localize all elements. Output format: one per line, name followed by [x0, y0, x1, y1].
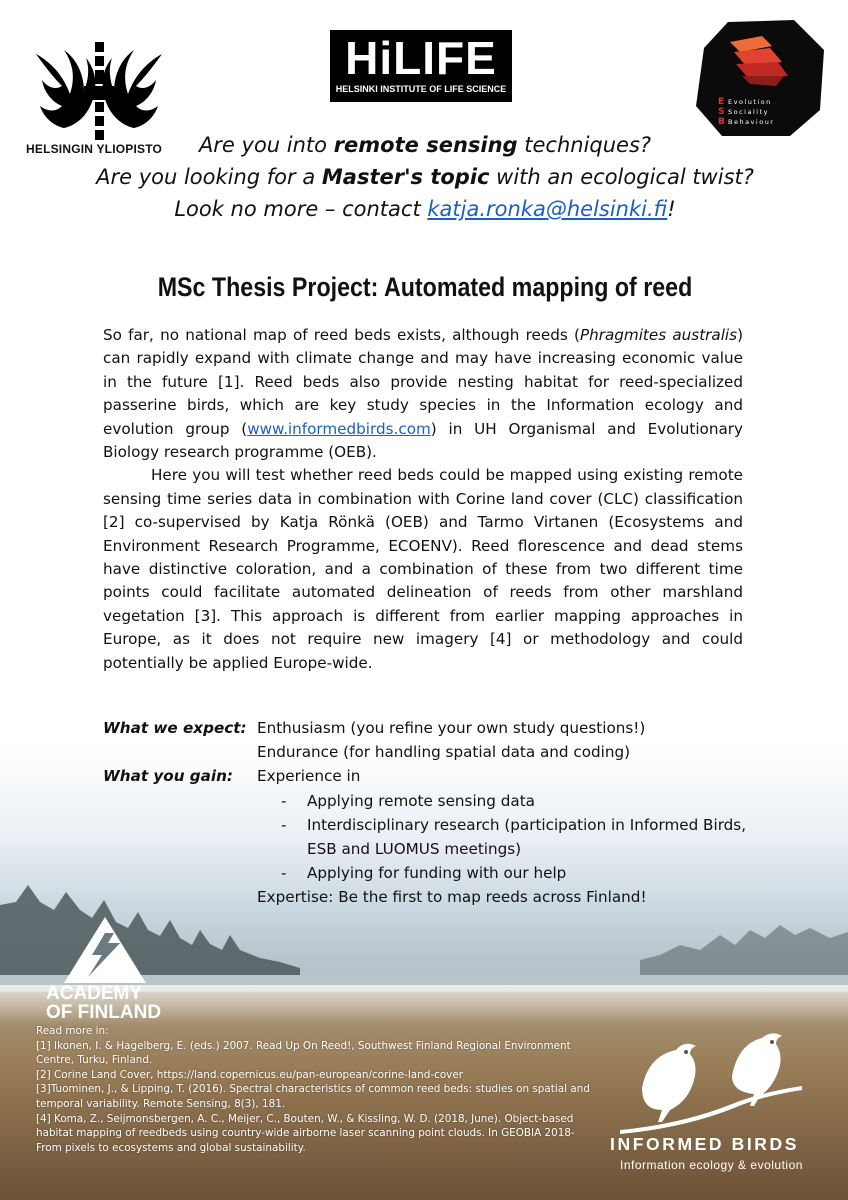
contact-email-link[interactable]: katja.ronka@helsinki.fi [427, 197, 668, 221]
intro-line-1-bold: remote sensing [333, 133, 518, 157]
expect-label: What we expect: [103, 719, 247, 737]
intro-line-3-pre: Look no more – contact [174, 197, 428, 221]
project-description [103, 324, 743, 675]
esb-word-3: Behaviour [728, 118, 775, 126]
esb-word-2: Sociality [728, 108, 769, 116]
bullet-dash: - [281, 815, 287, 834]
paragraph-1-part-c: ) in UH Organismal and Evolutionary Biology research programme (OEB). [103, 419, 743, 462]
intro-line-1-pre: Are you into [198, 133, 334, 157]
references-heading: Read more in: [36, 1025, 109, 1037]
hilife-logo [330, 30, 512, 102]
academy-of-finland-name [46, 984, 161, 1022]
intro-line-1-post: techniques? [517, 133, 652, 157]
reference-item: [3]Tuominen, J., & Lipping, T. (2016). Spectral characteristics of common reed beds: studies on spatial and temporal variability. Remote Sensing, 8(3), 181. [36, 1083, 590, 1110]
intro-line-2-pre: Are you looking for a [96, 165, 322, 189]
esb-letter-e: E [718, 97, 725, 107]
esb-letter-s: S [718, 107, 725, 117]
academy-line-1: ACADEMY [46, 983, 143, 1004]
reference-item: [2] Corine Land Cover, https://land.copernicus.eu/pan-european/corine-land-cover [36, 1068, 463, 1081]
gain-bullet-text: Applying remote sensing data [307, 791, 535, 810]
intro-line-2 [80, 165, 770, 189]
academy-of-finland-triangle-icon [62, 915, 148, 985]
reference-item: [4] Koma, Z., Seijmonsbergen, A. C., Meijer, C., Bouten, W., & Kissling, W. D. (2018, June). Object-based habitat mapping of reedbeds using country-wide airborne laser scanning point clouds. In GEOBIA 2018-From pixels to ecosystems and global sustainability. [36, 1112, 575, 1154]
reference-item: [1] Ikonen, I. & Hagelberg, E. (eds.) 2007. Read Up On Reed!, Southwest Finland Regional Environment Centre, Turku, Finland. [36, 1039, 571, 1067]
academy-line-2: OF FINLAND [46, 1002, 162, 1023]
paragraph-1-part-b: ) can rapidly expand with climate change and may have increasing economic value in the future [1]. Reed beds also provide nesting habitat for reed-specialized passerine birds, which are key study species in the Information ecology and evolution group ( [103, 326, 743, 438]
hilife-subtitle: HELSINKI INSTITUTE OF LIFE SCIENCE [335, 84, 507, 94]
gain-bullet-list [281, 789, 763, 886]
expect-item-2: Endurance (for handling spatial data and coding) [257, 743, 631, 762]
paragraph-1-part-a: So far, no national map of reed beds exists, although reeds ( [103, 326, 580, 344]
list-item [281, 789, 763, 813]
list-item [281, 861, 763, 885]
expect-row-2 [103, 740, 763, 764]
gain-bullet-text: Interdisciplinary research (participation in Informed Birds, ESB and LUOMUS meetings) [307, 815, 747, 859]
species-name: Phragmites australis [579, 326, 738, 344]
helsinki-university-name: HELSINGIN YLIOPISTO [26, 142, 163, 156]
intro-line-3 [80, 197, 770, 221]
hilife-wordmark: HiLIFE [345, 32, 497, 84]
expect-label-spacer [103, 740, 257, 764]
intro-line-1 [80, 133, 770, 157]
expectations-section [103, 716, 763, 910]
gain-bullet-text: Applying for funding with our help [307, 864, 567, 883]
informed-birds-name: INFORMED BIRDS [610, 1134, 800, 1154]
esb-logo [690, 18, 830, 138]
intro-line-2-post: with an ecological twist? [489, 165, 754, 189]
paragraph-2: Here you will test whether reed beds could be mapped using existing remote sensing time series data in combination with Corine land cover (CLC) classification [2] co-supervised by Katja Rönkä (OEB) and Tarmo Virtanen (Ecosystems and Environment Research Programme, ECOENV). Reed florescence and dead stems have distinctive coloration, and a combination of these from two different time points could facilitate automated delineation of reeds from other marshland vegetation [3]. This approach is different from earlier mapping approaches in Europe, as it does not require new imagery [4] or methodology and could potentially be applied Europe-wide. [103, 466, 743, 672]
gain-row [103, 764, 763, 788]
gain-intro: Experience in [257, 767, 361, 786]
expertise-line: Expertise: Be the first to map reeds across Finland! [257, 888, 647, 907]
intro-line-3-post: ! [667, 197, 676, 221]
page-title: MSc Thesis Project: Automated mapping of reed [157, 272, 693, 302]
paragraph-1 [103, 324, 743, 464]
informed-birds-subtitle: Information ecology & evolution [620, 1158, 803, 1172]
esb-word-1: Evolution [728, 98, 772, 106]
bullet-dash: - [281, 791, 287, 810]
intro-line-2-bold: Master's topic [321, 165, 490, 189]
bullet-dash: - [281, 864, 287, 883]
list-item [281, 813, 763, 861]
expect-item-1: Enthusiasm (you refine your own study questions!) [257, 719, 646, 737]
esb-letter-b: B [718, 117, 725, 127]
informedbirds-link[interactable]: www.informedbirds.com [247, 419, 431, 438]
gain-label: What you gain: [103, 767, 234, 786]
informed-birds-logo-icon [612, 1026, 812, 1144]
references [36, 1024, 596, 1155]
expect-row-1 [103, 716, 763, 740]
